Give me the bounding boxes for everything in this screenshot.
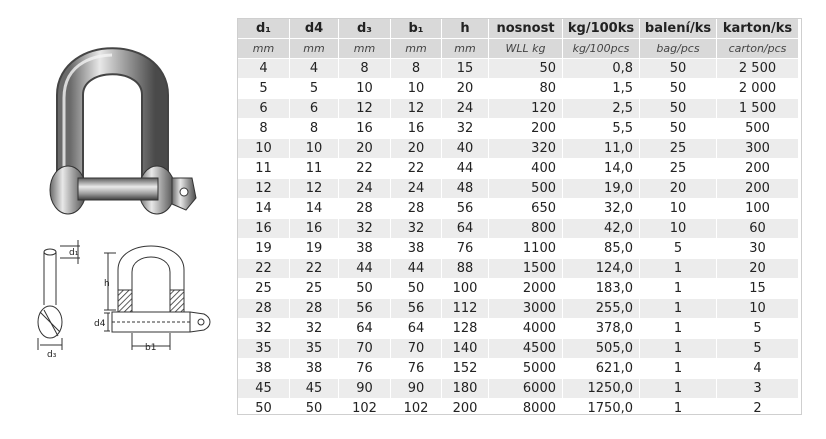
table-cell: 1 xyxy=(640,279,717,299)
table-cell: 12 xyxy=(290,179,339,199)
column-header: d₃ xyxy=(339,19,391,39)
table-row xyxy=(238,379,799,399)
column-header: b₁ xyxy=(391,19,442,39)
table-cell: 10 xyxy=(717,299,799,319)
table-row xyxy=(238,239,799,259)
table-cell: 50 xyxy=(489,59,563,79)
table-cell: 10 xyxy=(391,79,442,99)
table-cell: 50 xyxy=(640,119,717,139)
table-cell: 16 xyxy=(290,219,339,239)
shackle-photo xyxy=(50,55,196,214)
table-row xyxy=(238,179,799,199)
table-cell: 28 xyxy=(391,199,442,219)
units-row xyxy=(238,39,799,59)
table-cell: 20 xyxy=(339,139,391,159)
table-cell: 8 xyxy=(391,59,442,79)
table-cell: 200 xyxy=(442,399,489,419)
table-cell: 5 xyxy=(290,79,339,99)
table-cell: 50 xyxy=(391,279,442,299)
table-cell: 4 xyxy=(290,59,339,79)
table-cell: 76 xyxy=(339,359,391,379)
shackle-illustration xyxy=(0,0,236,439)
table-cell: 5 xyxy=(640,239,717,259)
table-cell: 183,0 xyxy=(563,279,640,299)
table-cell: 14 xyxy=(290,199,339,219)
table-cell: 38 xyxy=(238,359,290,379)
table-cell: 70 xyxy=(391,339,442,359)
table-cell: 100 xyxy=(442,279,489,299)
column-header: h xyxy=(442,19,489,39)
table-cell: 300 xyxy=(717,139,799,159)
table-cell: 4 xyxy=(238,59,290,79)
table-cell: 10 xyxy=(339,79,391,99)
table-cell: 19 xyxy=(290,239,339,259)
table-cell: 120 xyxy=(489,99,563,119)
table-cell: 800 xyxy=(489,219,563,239)
table-cell: 140 xyxy=(442,339,489,359)
table-cell: 1 xyxy=(640,319,717,339)
table-row xyxy=(238,399,799,419)
table-cell: 76 xyxy=(391,359,442,379)
table-cell: 650 xyxy=(489,199,563,219)
table-cell: 38 xyxy=(391,239,442,259)
table-cell: 30 xyxy=(717,239,799,259)
table-cell: 32 xyxy=(290,319,339,339)
table-cell: 32 xyxy=(339,219,391,239)
table-cell: 152 xyxy=(442,359,489,379)
table-cell: 12 xyxy=(391,99,442,119)
table-cell: 38 xyxy=(290,359,339,379)
column-unit: mm xyxy=(290,39,339,59)
table-cell: 500 xyxy=(717,119,799,139)
table-cell: 22 xyxy=(290,259,339,279)
table-cell: 48 xyxy=(442,179,489,199)
column-unit: bag/pcs xyxy=(640,39,717,59)
table-cell: 64 xyxy=(391,319,442,339)
label-d4: d4 xyxy=(94,319,106,329)
table-row xyxy=(238,139,799,159)
column-header: nosnost xyxy=(489,19,563,39)
column-header: d4 xyxy=(290,19,339,39)
table-row xyxy=(238,279,799,299)
table-cell: 4000 xyxy=(489,319,563,339)
table-cell: 70 xyxy=(339,339,391,359)
table-cell: 11 xyxy=(290,159,339,179)
table-cell: 76 xyxy=(442,239,489,259)
table-cell: 19,0 xyxy=(563,179,640,199)
table-cell: 4 xyxy=(717,359,799,379)
table-cell: 22 xyxy=(339,159,391,179)
table-cell: 44 xyxy=(391,259,442,279)
table-cell: 28 xyxy=(339,199,391,219)
table-cell: 2 xyxy=(717,399,799,419)
table-cell: 20 xyxy=(640,179,717,199)
table-cell: 8000 xyxy=(489,399,563,419)
label-h: h xyxy=(104,279,110,289)
table-cell: 200 xyxy=(489,119,563,139)
table-cell: 20 xyxy=(717,259,799,279)
table-cell: 400 xyxy=(489,159,563,179)
table-cell: 28 xyxy=(290,299,339,319)
table-cell: 16 xyxy=(339,119,391,139)
table-cell: 32 xyxy=(442,119,489,139)
table-row xyxy=(238,119,799,139)
column-unit: kg/100pcs xyxy=(563,39,640,59)
table-cell: 621,0 xyxy=(563,359,640,379)
table-cell: 6 xyxy=(238,99,290,119)
table-cell: 124,0 xyxy=(563,259,640,279)
table-cell: 11 xyxy=(238,159,290,179)
table-row xyxy=(238,259,799,279)
table-cell: 4500 xyxy=(489,339,563,359)
table-row xyxy=(238,319,799,339)
table-cell: 50 xyxy=(339,279,391,299)
table-cell: 25 xyxy=(640,139,717,159)
table-cell: 45 xyxy=(290,379,339,399)
table-cell: 1500 xyxy=(489,259,563,279)
table-cell: 15 xyxy=(442,59,489,79)
table-cell: 85,0 xyxy=(563,239,640,259)
table-cell: 200 xyxy=(717,179,799,199)
table-cell: 32 xyxy=(391,219,442,239)
table-cell: 56 xyxy=(339,299,391,319)
table-row xyxy=(238,79,799,99)
table-cell: 40 xyxy=(442,139,489,159)
table-cell: 8 xyxy=(290,119,339,139)
table-cell: 1 500 xyxy=(717,99,799,119)
table-cell: 35 xyxy=(238,339,290,359)
table-cell: 8 xyxy=(339,59,391,79)
table-cell: 180 xyxy=(442,379,489,399)
label-d1: d₁ xyxy=(69,248,79,258)
table-cell: 80 xyxy=(489,79,563,99)
table-row xyxy=(238,159,799,179)
table-cell: 2000 xyxy=(489,279,563,299)
table-cell: 32 xyxy=(238,319,290,339)
column-unit: mm xyxy=(339,39,391,59)
table-cell: 10 xyxy=(640,199,717,219)
front-view-drawing xyxy=(104,246,210,350)
table-cell: 22 xyxy=(391,159,442,179)
table-cell: 505,0 xyxy=(563,339,640,359)
table-cell: 88 xyxy=(442,259,489,279)
table-cell: 320 xyxy=(489,139,563,159)
table-cell: 2 500 xyxy=(717,59,799,79)
table-cell: 200 xyxy=(717,159,799,179)
table-cell: 16 xyxy=(238,219,290,239)
column-header: kg/100ks xyxy=(563,19,640,39)
table-cell: 500 xyxy=(489,179,563,199)
column-unit: carton/pcs xyxy=(717,39,799,59)
column-unit: WLL kg xyxy=(489,39,563,59)
table-cell: 20 xyxy=(391,139,442,159)
table-cell: 3000 xyxy=(489,299,563,319)
table-cell: 378,0 xyxy=(563,319,640,339)
table-cell: 1 xyxy=(640,379,717,399)
table-cell: 35 xyxy=(290,339,339,359)
table-row xyxy=(238,219,799,239)
table-cell: 20 xyxy=(442,79,489,99)
table-cell: 11,0 xyxy=(563,139,640,159)
table-cell: 38 xyxy=(339,239,391,259)
table-row xyxy=(238,199,799,219)
table-cell: 50 xyxy=(290,399,339,419)
spec-table xyxy=(237,18,799,419)
table-cell: 5 xyxy=(717,339,799,359)
table-cell: 15 xyxy=(717,279,799,299)
table-cell: 24 xyxy=(391,179,442,199)
table-cell: 1 xyxy=(640,399,717,419)
table-cell: 14,0 xyxy=(563,159,640,179)
table-cell: 5,5 xyxy=(563,119,640,139)
table-cell: 3 xyxy=(717,379,799,399)
table-cell: 6 xyxy=(290,99,339,119)
table-cell: 64 xyxy=(339,319,391,339)
table-cell: 50 xyxy=(640,59,717,79)
table-cell: 50 xyxy=(640,79,717,99)
table-row xyxy=(238,359,799,379)
table-cell: 102 xyxy=(339,399,391,419)
table-cell: 22 xyxy=(238,259,290,279)
table-cell: 1100 xyxy=(489,239,563,259)
table-cell: 19 xyxy=(238,239,290,259)
table-cell: 1 xyxy=(640,339,717,359)
table-cell: 8 xyxy=(238,119,290,139)
table-cell: 10 xyxy=(238,139,290,159)
table-cell: 50 xyxy=(640,99,717,119)
table-cell: 1750,0 xyxy=(563,399,640,419)
table-cell: 44 xyxy=(442,159,489,179)
table-cell: 0,8 xyxy=(563,59,640,79)
table-cell: 112 xyxy=(442,299,489,319)
table-cell: 64 xyxy=(442,219,489,239)
table-cell: 2,5 xyxy=(563,99,640,119)
table-cell: 5 xyxy=(238,79,290,99)
table-cell: 14 xyxy=(238,199,290,219)
table-cell: 45 xyxy=(238,379,290,399)
table-cell: 1 xyxy=(640,299,717,319)
table-cell: 12 xyxy=(238,179,290,199)
table-cell: 255,0 xyxy=(563,299,640,319)
table-row xyxy=(238,339,799,359)
spec-table-container xyxy=(237,18,799,419)
column-header: d₁ xyxy=(238,19,290,39)
table-row xyxy=(238,99,799,119)
table-cell: 5 xyxy=(717,319,799,339)
table-cell: 50 xyxy=(238,399,290,419)
table-cell: 24 xyxy=(442,99,489,119)
table-cell: 28 xyxy=(238,299,290,319)
table-cell: 5000 xyxy=(489,359,563,379)
column-unit: mm xyxy=(442,39,489,59)
column-unit: mm xyxy=(391,39,442,59)
table-cell: 128 xyxy=(442,319,489,339)
table-cell: 56 xyxy=(391,299,442,319)
table-cell: 25 xyxy=(238,279,290,299)
table-cell: 42,0 xyxy=(563,219,640,239)
table-cell: 2 000 xyxy=(717,79,799,99)
table-cell: 102 xyxy=(391,399,442,419)
column-header: balení/ks xyxy=(640,19,717,39)
table-cell: 90 xyxy=(339,379,391,399)
table-row xyxy=(238,59,799,79)
label-d3: d₃ xyxy=(47,350,57,360)
table-cell: 25 xyxy=(640,159,717,179)
table-cell: 100 xyxy=(717,199,799,219)
header-row xyxy=(238,19,799,39)
table-cell: 32,0 xyxy=(563,199,640,219)
table-cell: 1 xyxy=(640,259,717,279)
column-unit: mm xyxy=(238,39,290,59)
label-b1: b1 xyxy=(145,343,157,353)
table-cell: 6000 xyxy=(489,379,563,399)
table-cell: 1 xyxy=(640,359,717,379)
table-cell: 10 xyxy=(290,139,339,159)
column-header: karton/ks xyxy=(717,19,799,39)
table-cell: 12 xyxy=(339,99,391,119)
table-cell: 56 xyxy=(442,199,489,219)
table-cell: 1250,0 xyxy=(563,379,640,399)
table-cell: 60 xyxy=(717,219,799,239)
table-cell: 24 xyxy=(339,179,391,199)
table-row xyxy=(238,299,799,319)
table-cell: 25 xyxy=(290,279,339,299)
table-cell: 44 xyxy=(339,259,391,279)
table-cell: 1,5 xyxy=(563,79,640,99)
table-cell: 90 xyxy=(391,379,442,399)
table-cell: 16 xyxy=(391,119,442,139)
table-cell: 10 xyxy=(640,219,717,239)
